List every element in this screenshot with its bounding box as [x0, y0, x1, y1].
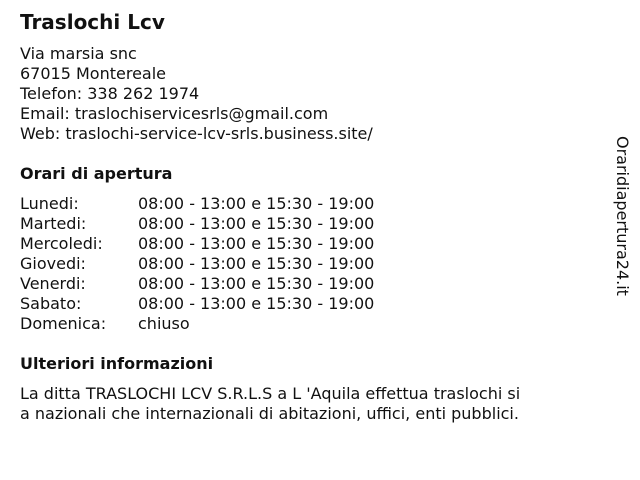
hours-day: Martedi:: [20, 214, 87, 233]
hours-day: Giovedi:: [20, 254, 86, 273]
watermark-text: Oraridiapertura24.it: [613, 136, 632, 296]
hours-time: 08:00 - 13:00 e 15:30 - 19:00: [138, 214, 375, 233]
hours-day: Mercoledi:: [20, 234, 103, 253]
description-line-2: a nazionali che internazionali di abitazioni, uffici, enti pubblici.: [20, 404, 519, 423]
phone-number[interactable]: Telefon: 338 262 1974: [20, 84, 200, 103]
website-link[interactable]: Web: traslochi-service-lcv-srls.business.site/: [20, 124, 373, 143]
business-name: Traslochi Lcv: [20, 10, 165, 34]
hours-time: 08:00 - 13:00 e 15:30 - 19:00: [138, 294, 375, 313]
hours-day: Venerdi:: [20, 274, 86, 293]
hours-day: Domenica:: [20, 314, 107, 333]
hours-time: chiuso: [138, 314, 190, 333]
hours-time: 08:00 - 13:00 e 15:30 - 19:00: [138, 254, 375, 273]
additional-info-text: [20, 384, 595, 424]
watermark-vertical: [612, 136, 632, 311]
address-street: Via marsia snc: [20, 44, 137, 63]
hours-time: 08:00 - 13:00 e 15:30 - 19:00: [138, 234, 375, 253]
hours-time: 08:00 - 13:00 e 15:30 - 19:00: [138, 194, 375, 213]
hours-day: Sabato:: [20, 294, 82, 313]
additional-info-heading: Ulteriori informazioni: [20, 354, 214, 373]
business-contact-block: [20, 44, 373, 144]
hours-time: 08:00 - 13:00 e 15:30 - 19:00: [138, 274, 375, 293]
address-city: 67015 Montereale: [20, 64, 166, 83]
hours-day: Lunedi:: [20, 194, 79, 213]
email-address[interactable]: Email: traslochiservicesrls@gmail.com: [20, 104, 329, 123]
opening-hours-heading: Orari di apertura: [20, 164, 173, 183]
description-line-1: La ditta TRASLOCHI LCV S.R.L.S a L 'Aquila effettua traslochi si: [20, 384, 521, 403]
